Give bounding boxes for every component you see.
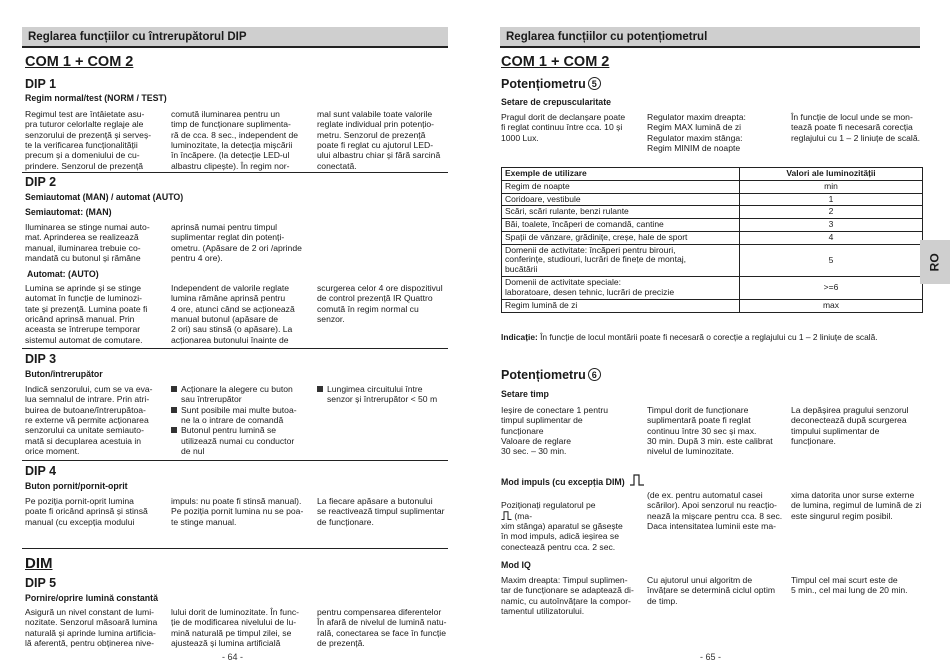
section-header-dip: Reglarea funcțiilor cu întrerupătorul DIP — [22, 27, 448, 48]
dip1-text-col2: comută iluminarea pentru un timp de funcționare suplimenta- ră de cca. 8 sec., independent de luminozitate, la detecția mișcării în încăpere. (la detecție LED-ul albastru clipește). În regim nor- — [171, 109, 299, 171]
table-cell: Domenii de activitate: încăperi pentru birouri, conferințe, studiouri, lucrări de finețe de montaj, bucătării — [502, 244, 740, 277]
iq-text-col1: Maxim dreapta: Timpul suplimen- tar de funcționare se adaptează di- namic, cu autoînvățare la compor- tamentul utilizatorului. — [501, 575, 634, 616]
iq-text-col2: Cu ajutorul unui algoritm de învățare se determină ciclul optim de timp. — [647, 575, 776, 606]
impuls-text-col1: Poziționați regulatorul pe (ma- xim stânga) aparatul se găsește în mod impuls, adică ieșirea se conectează pentru cca. 2 sec. — [501, 500, 623, 552]
divider — [22, 348, 448, 349]
dip1-text-col1: Regimul test are întâietate asu- pra tuturor celorlalte reglaje ale senzorului de prezență și serveș- te la verificarea funcționalității precum și a domeniului de cu- prindere. Senzorul de prezență — [25, 109, 152, 171]
com-title: COM 1 + COM 2 — [25, 54, 134, 70]
pot6-subtitle: Setare timp — [501, 389, 549, 399]
divider — [22, 172, 448, 173]
dip4-text-col1: Pe poziția pornit-oprit lumina poate fi oricând aprinsă și stinsă manual (cu excepția modului — [25, 496, 148, 527]
table-cell: 3 — [740, 219, 923, 232]
page-number: - 64 - — [222, 652, 244, 662]
table-cell: >=6 — [740, 277, 923, 300]
list-item: Sunt posibile mai multe butoa- ne la o intrare de comandă — [171, 405, 313, 426]
dip2-auto-col1: Lumina se aprinde și se stinge automat în funcție de luminozi- tate și prezență. Lumina poate fi oricând aprinsă manual. Prin aceasta se întrerupe temporar sistemul automat de comutare. — [25, 283, 148, 345]
table-cell: Spații de vânzare, grădinițe, creșe, hale de sport — [502, 231, 740, 244]
pot6-title: Potențiometru 6 — [501, 368, 601, 383]
pot6-text-col1: Ieșire de conectare 1 pentru timpul suplimentar de funcționare Valoare de reglare 30 sec. – 30 min. — [501, 405, 609, 457]
dip5-text-col3: pentru compensarea diferentelor În afară de nivelul de lumină natu- rală, conectarea se face în funcție de prezență. — [317, 607, 447, 648]
bullet-square-icon — [171, 427, 177, 433]
page-number: - 65 - — [700, 652, 722, 662]
dip1-subtitle: Regim normal/test (NORM / TEST) — [25, 93, 167, 103]
bullet-square-icon — [317, 386, 323, 392]
table-row — [502, 277, 923, 300]
language-tab: RO — [920, 240, 950, 284]
dip2-title: DIP 2 — [25, 175, 57, 189]
pulse-icon — [501, 511, 512, 520]
iq-text-col3: Timpul cel mai scurt este de 5 min., cel mai lung de 20 min. — [791, 575, 908, 596]
dip4-text-col3: La fiecare apăsare a butonului se reactivează timpul suplimentar de funcționare. — [317, 496, 445, 527]
dip2-man-col1: Iluminarea se stinge numai auto- mat. Aprinderea se realizează manual, iluminarea trebuie co- mandată cu butonul și rămâne — [25, 222, 150, 263]
table-cell: min — [740, 180, 923, 193]
impuls-text-col3: xima datorita unor surse externe de lumina, regimul de lumină de zi este singurul regim posibil. — [791, 490, 922, 521]
divider — [22, 548, 448, 549]
dip3-text-col1: Indică senzorului, cum se va eva- lua semnalul de intrare. Prin atri- buirea de butoane/întrerupătoa- re externe vă permite acționarea senzorului ca unitate semiauto- mată si decuplarea acestuia in orice moment. — [25, 384, 153, 456]
table-cell: 2 — [740, 206, 923, 219]
com-title: COM 1 + COM 2 — [501, 54, 610, 70]
table-cell: Regim lumină de zi — [502, 299, 740, 312]
table-cell: Regim de noapte — [502, 180, 740, 193]
brightness-table — [501, 167, 923, 313]
list-item: Butonul pentru lumină se utilizează numai cu conductor de nul — [171, 425, 313, 456]
table-row — [502, 193, 923, 206]
pot6-number-badge: 6 — [588, 368, 601, 381]
table-cell: Coridoare, vestibule — [502, 193, 740, 206]
table-row — [502, 180, 923, 193]
impuls-subtitle: Mod impuls (cu excepția DIM) — [501, 474, 645, 488]
table-cell: 4 — [740, 231, 923, 244]
dip5-subtitle: Pornire/oprire lumină constantă — [25, 593, 158, 603]
iq-subtitle: Mod IQ — [501, 560, 531, 570]
pot5-text-col3: În funcție de locul unde se mon- tează poate fi necesară corecția reglajului cu 1 – 2 liniuțe de scală. — [791, 112, 920, 143]
impuls-text-col2: (de ex. pentru automatul casei scărilor). Apoi senzorul nu reacțio- nează la mișcare pentru cca. 8 sec. Daca intensitatea luminii este ma- — [647, 490, 783, 531]
pot5-subtitle: Setare de crepuscularitate — [501, 97, 612, 107]
section-header-potentiometer: Reglarea funcțiilor cu potențiometrul — [500, 27, 920, 48]
table-header-cell: Valori ale luminozității — [740, 168, 923, 181]
indicatie-note: Indicație: În funcție de locul montării poate fi necesară o corecție a reglajului cu 1 – 2 liniuțe de scală. — [501, 332, 878, 342]
dip2-man-subtitle: Semiautomat: (MAN) — [25, 207, 112, 217]
dim-title: DIM — [25, 555, 53, 572]
table-row — [502, 231, 923, 244]
dip3-subtitle: Buton/întrerupător — [25, 369, 103, 379]
table-cell: Băi, toalete, încăperi de comandă, cantine — [502, 219, 740, 232]
pot5-text-col2: Regulator maxim dreapta: Regim MAX lumină de zi Regulator maxim stânga: Regim MINIM de noapte — [647, 112, 746, 153]
pot5-title: Potențiometru 5 — [501, 77, 601, 92]
dip2-auto-col3: scurgerea celor 4 ore dispozitivul de control prezență IR Quattro comută în regim normal cu senzor. — [317, 283, 443, 324]
dip4-title: DIP 4 — [25, 464, 57, 478]
dip2-auto-subtitle: Automat: (AUTO) — [27, 269, 99, 279]
dip3-bullet-list-b — [317, 384, 459, 405]
pot5-number-badge: 5 — [588, 77, 601, 90]
table-cell: Domenii de activitate speciale: laboratoare, desen tehnic, lucrări de precizie — [502, 277, 740, 300]
table-row — [502, 219, 923, 232]
table-header-cell: Exemple de utilizare — [502, 168, 740, 181]
list-item: Acționare la alegere cu buton sau întrerupător — [171, 384, 313, 405]
dip3-bullet-list-a — [171, 384, 313, 456]
dip2-auto-col2: Independent de valorile reglate lumina rămâne aprinsă pentru 4 ore, atunci când se acționează manual butonul (apăsare de 2 ori) sau stinsă (o apăsare). La acționarea butonului înainte de — [171, 283, 295, 345]
dip1-text-col3: mal sunt valabile toate valorile reglate individual prin potențio- metru. Senzorul de prezență poate fi reglat cu ajutorul LED- ului albastru chiar și fără sarcină conectată. — [317, 109, 441, 171]
table-cell: Scări, scări rulante, benzi rulante — [502, 206, 740, 219]
list-item: Lungimea circuitului între senzor și întrerupător < 50 m — [317, 384, 459, 405]
pot5-text-col1: Pragul dorit de declanșare poate fi reglat continuu între cca. 10 și 1000 Lux. — [501, 112, 626, 143]
table-header-row — [502, 168, 923, 181]
dip5-title: DIP 5 — [25, 576, 57, 590]
dip2-subtitle: Semiautomat (MAN) / automat (AUTO) — [25, 192, 184, 202]
right-page — [475, 0, 950, 670]
dip4-text-col2: impuls: nu poate fi stinsă manual). Pe poziția pornit lumina nu se poa- te stinge manual. — [171, 496, 304, 527]
dip3-title: DIP 3 — [25, 352, 57, 366]
table-row — [502, 206, 923, 219]
table-cell: max — [740, 299, 923, 312]
divider — [22, 460, 448, 461]
dip1-title: DIP 1 — [25, 77, 57, 91]
dip5-text-col1: Asigură un nivel constant de lumi- nozitate. Senzorul măsoară lumina naturală și aprinde lumina artificia- lă aferentă, pentru obținerea nive- — [25, 607, 158, 648]
dip2-man-col2: aprinsă numai pentru timpul suplimentar reglat din potenți- ometru. (Apăsare de 2 ori /aprinde pentru 4 ore). — [171, 222, 302, 263]
pot6-text-col3: La depășirea pragului senzorul deconectează după scurgerea timpului suplimentar de funcționare. — [791, 405, 909, 446]
dip4-subtitle: Buton pornit/pornit-oprit — [25, 481, 128, 491]
table-cell: 1 — [740, 193, 923, 206]
table-row — [502, 244, 923, 277]
bullet-square-icon — [171, 386, 177, 392]
table-row — [502, 299, 923, 312]
pulse-icon — [629, 474, 645, 486]
dip5-text-col2: lului dorit de luminozitate. În func- ție de modificarea nivelului de lu- mină naturală pe timpul zilei, se ajustează și lumina artificială — [171, 607, 300, 648]
bullet-square-icon — [171, 407, 177, 413]
table-cell: 5 — [740, 244, 923, 277]
pot6-text-col2: Timpul dorit de funcționare suplimentară poate fi reglat continuu între 30 sec și max. 30 min. După 3 min. este calibrat nivelul de luminozitate. — [647, 405, 773, 457]
